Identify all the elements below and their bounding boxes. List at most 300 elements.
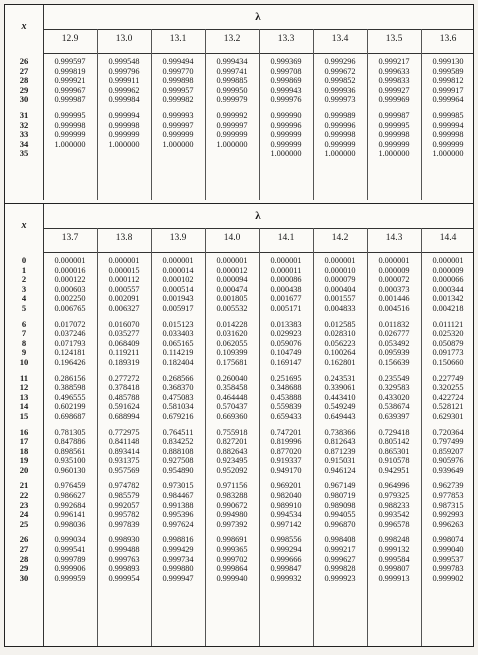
x-value: 32 (19, 119, 29, 130)
table-row (5, 86, 473, 96)
probability-value: 0.999973 (324, 95, 356, 105)
probability-value: 0.348688 (270, 383, 302, 393)
row-groups (5, 57, 473, 165)
probability-value: 0.453888 (270, 392, 302, 402)
probability-value: 0.000072 (378, 275, 410, 285)
probability-value: 0.475083 (162, 392, 194, 402)
x-value: 28 (19, 553, 29, 564)
x-value: 23 (19, 499, 29, 510)
probability-value: 0.919337 (270, 456, 302, 466)
probability-value: 0.006327 (108, 303, 140, 313)
column-header: 13.9 (169, 233, 187, 243)
x-header: x (21, 220, 27, 231)
probability-value: 0.581034 (162, 402, 194, 412)
probability-value: 0.053492 (378, 338, 410, 348)
column-header: 13.5 (385, 34, 403, 44)
probability-value: 0.772975 (108, 427, 140, 437)
column-header-row (43, 29, 473, 54)
probability-value: 1.000000 (324, 149, 356, 159)
probability-value: 0.999957 (162, 85, 194, 95)
probability-value: 0.999993 (162, 110, 194, 120)
table-row (5, 140, 473, 150)
probability-value: 0.012585 (324, 319, 356, 329)
probability-value: 0.998930 (108, 535, 140, 545)
probability-value: 0.999999 (270, 139, 302, 149)
probability-value: 0.999906 (54, 564, 86, 574)
column-header: 13.1 (169, 34, 187, 44)
table-row (5, 535, 473, 545)
probability-value: 0.898561 (54, 446, 86, 456)
x-value: 35 (19, 148, 29, 159)
probability-value: 0.999898 (162, 76, 194, 86)
table-row (5, 520, 473, 530)
table-row (5, 374, 473, 384)
probability-value: 0.999996 (270, 120, 302, 130)
probability-value: 0.983288 (216, 491, 248, 501)
probability-value: 0.949170 (270, 465, 302, 475)
probability-value: 0.999999 (108, 130, 140, 140)
probability-value: 0.995396 (162, 510, 194, 520)
probability-value: 0.841148 (108, 437, 140, 447)
column-header: 14.3 (385, 233, 403, 243)
probability-value: 0.000344 (432, 284, 464, 294)
probability-value: 0.976459 (54, 481, 86, 491)
probability-value: 0.999040 (432, 545, 464, 555)
x-value: 21 (19, 480, 29, 491)
column-header: 13.0 (115, 34, 133, 44)
probability-value: 0.679216 (162, 411, 194, 421)
probability-value: 0.999997 (162, 120, 194, 130)
probability-value: 0.999783 (432, 564, 464, 574)
table-row (5, 437, 473, 447)
row-group (5, 428, 473, 476)
probability-value: 0.999627 (324, 554, 356, 564)
row-group (5, 57, 473, 105)
probability-value: 0.035277 (108, 329, 140, 339)
probability-value: 0.998408 (324, 535, 356, 545)
probability-value: 0.999997 (216, 120, 248, 130)
table-row (5, 285, 473, 295)
row-group (5, 481, 473, 529)
lambda-header: λ (43, 11, 473, 30)
probability-value: 0.162801 (324, 357, 356, 367)
probability-value: 0.999989 (324, 110, 356, 120)
probability-value: 0.104749 (270, 348, 302, 358)
probability-value: 0.910578 (378, 456, 410, 466)
probability-value: 0.998691 (216, 535, 248, 545)
probability-value: 0.923495 (216, 456, 248, 466)
probability-value: 0.649443 (324, 411, 356, 421)
probability-value: 0.169147 (270, 357, 302, 367)
x-value: 16 (19, 426, 29, 437)
row-group (5, 374, 473, 422)
probability-value: 0.980719 (324, 491, 356, 501)
table-row (5, 412, 473, 422)
probability-value: 0.260040 (216, 373, 248, 383)
table-row (5, 76, 473, 86)
probability-value: 0.320255 (432, 383, 464, 393)
probability-value: 0.999869 (270, 76, 302, 86)
probability-value: 0.999217 (378, 57, 410, 66)
table-row (5, 481, 473, 491)
probability-value: 0.268566 (162, 373, 194, 383)
x-value: 2 (21, 274, 27, 285)
x-value: 3 (21, 283, 27, 294)
probability-value: 0.992993 (432, 510, 464, 520)
probability-value: 0.964996 (378, 481, 410, 491)
probability-value: 0.999985 (432, 110, 464, 120)
probability-value: 0.999987 (378, 110, 410, 120)
x-value: 10 (19, 356, 29, 367)
x-value: 9 (21, 347, 27, 358)
probability-value: 0.358458 (216, 383, 248, 393)
table-row (5, 294, 473, 304)
probability-value: 0.999932 (270, 573, 302, 583)
probability-value: 0.939649 (432, 465, 464, 475)
probability-value: 0.997839 (108, 519, 140, 529)
probability-value: 0.004516 (378, 303, 410, 313)
probability-value: 0.000122 (54, 275, 86, 285)
probability-value: 0.915031 (324, 456, 356, 466)
probability-value: 0.992057 (108, 500, 140, 510)
x-value: 20 (19, 464, 29, 475)
probability-value: 0.935100 (54, 456, 86, 466)
probability-value: 0.388598 (54, 383, 86, 393)
table-row (5, 564, 473, 574)
probability-value: 0.764511 (162, 427, 194, 437)
probability-value: 0.000009 (432, 265, 464, 275)
probability-value: 0.999589 (432, 66, 464, 76)
probability-value: 1.000000 (432, 149, 464, 159)
table-row (5, 275, 473, 285)
probability-value: 0.946124 (324, 465, 356, 475)
probability-value: 0.957569 (108, 465, 140, 475)
probability-value: 0.025320 (432, 329, 464, 339)
probability-value: 0.037246 (54, 329, 86, 339)
probability-value: 0.999584 (378, 554, 410, 564)
probability-value: 0.000001 (162, 256, 194, 265)
table-row (5, 329, 473, 339)
probability-value: 0.000112 (108, 275, 140, 285)
table-row (5, 67, 473, 77)
probability-value: 0.999217 (324, 545, 356, 555)
column-header: 13.7 (61, 233, 79, 243)
probability-value: 0.996263 (432, 519, 464, 529)
probability-value: 0.960130 (54, 465, 86, 475)
column-header: 14.0 (223, 233, 241, 243)
probability-value: 0.996141 (54, 510, 86, 520)
probability-value: 0.999943 (270, 85, 302, 95)
x-value: 5 (21, 302, 27, 313)
probability-value: 0.988233 (378, 500, 410, 510)
probability-value: 0.071793 (54, 338, 86, 348)
probability-value: 0.999741 (216, 66, 248, 76)
probability-value: 0.378418 (108, 383, 140, 393)
probability-value: 0.999954 (108, 573, 140, 583)
probability-value: 0.847886 (54, 437, 86, 447)
probability-value: 0.999494 (162, 57, 194, 66)
probability-value: 0.095939 (378, 348, 410, 358)
row-group (5, 320, 473, 368)
bottom-table (5, 203, 473, 646)
probability-value: 0.156639 (378, 357, 410, 367)
probability-value: 0.999429 (162, 545, 194, 555)
probability-value: 0.999998 (378, 130, 410, 140)
probability-value: 0.984467 (162, 491, 194, 501)
probability-value: 0.005917 (162, 303, 194, 313)
table-row (5, 348, 473, 358)
probability-value: 0.000001 (378, 256, 410, 265)
probability-value: 0.005171 (270, 303, 302, 313)
probability-value: 0.999998 (54, 120, 86, 130)
probability-value: 0.339061 (324, 383, 356, 393)
probability-value: 0.999294 (270, 545, 302, 555)
probability-value: 0.962739 (432, 481, 464, 491)
x-value: 15 (19, 410, 29, 421)
x-value: 13 (19, 391, 29, 402)
probability-value: 0.629301 (432, 411, 464, 421)
probability-value: 0.738366 (324, 427, 356, 437)
probability-value: 0.999984 (108, 95, 140, 105)
probability-value: 0.998074 (432, 535, 464, 545)
probability-value: 0.992684 (54, 500, 86, 510)
probability-value: 0.005532 (216, 303, 248, 313)
probability-value: 0.999913 (378, 573, 410, 583)
probability-value: 0.065165 (162, 338, 194, 348)
probability-value: 0.329583 (378, 383, 410, 393)
probability-value: 0.996870 (324, 519, 356, 529)
probability-value: 0.464448 (216, 392, 248, 402)
probability-value: 0.016070 (108, 319, 140, 329)
probability-value: 1.000000 (162, 139, 194, 149)
table-row (5, 383, 473, 393)
probability-value: 0.182404 (162, 357, 194, 367)
probability-value: 0.999999 (162, 130, 194, 140)
probability-value: 0.026777 (378, 329, 410, 339)
probability-value: 0.485788 (108, 392, 140, 402)
table-row (5, 574, 473, 584)
column-header: 14.4 (439, 233, 457, 243)
column-header: 13.6 (439, 34, 457, 44)
probability-value: 0.999541 (54, 545, 86, 555)
table-row (5, 121, 473, 131)
probability-value: 0.000373 (378, 284, 410, 294)
probability-value: 0.999994 (432, 120, 464, 130)
x-value: 28 (19, 75, 29, 86)
probability-value: 0.150660 (432, 357, 464, 367)
x-value: 6 (21, 318, 27, 329)
probability-value: 0.000086 (270, 275, 302, 285)
probability-value: 0.999548 (108, 57, 140, 66)
probability-value: 0.000079 (324, 275, 356, 285)
probability-value: 0.570437 (216, 402, 248, 412)
x-value: 30 (19, 94, 29, 105)
probability-value: 0.999990 (270, 110, 302, 120)
probability-value: 0.999833 (378, 76, 410, 86)
probability-value: 0.993542 (378, 510, 410, 520)
probability-value: 0.999847 (270, 564, 302, 574)
probability-value: 0.999995 (54, 110, 86, 120)
probability-value: 0.905976 (432, 456, 464, 466)
table-row (5, 402, 473, 412)
probability-value: 0.969201 (270, 481, 302, 491)
probability-value: 0.528121 (432, 402, 464, 412)
probability-value: 0.998036 (54, 519, 86, 529)
probability-value: 0.999537 (432, 554, 464, 564)
probability-value: 0.999819 (54, 66, 86, 76)
probability-value: 0.999921 (54, 76, 86, 86)
probability-value: 0.998556 (270, 535, 302, 545)
table-row (5, 501, 473, 511)
x-value: 11 (19, 372, 29, 383)
column-header: 13.2 (223, 34, 241, 44)
probability-value: 0.999964 (432, 95, 464, 105)
probability-value: 0.999369 (270, 57, 302, 66)
probability-value: 0.062055 (216, 338, 248, 348)
probability-value: 0.994980 (216, 510, 248, 520)
probability-value: 0.999434 (216, 57, 248, 66)
probability-value: 0.251695 (270, 373, 302, 383)
probability-value: 0.000010 (324, 265, 356, 275)
probability-value: 0.015123 (162, 319, 194, 329)
probability-value: 0.050879 (432, 338, 464, 348)
probability-value: 0.000001 (216, 256, 248, 265)
x-value: 25 (19, 518, 29, 529)
probability-value: 0.000557 (108, 284, 140, 294)
x-value: 17 (19, 436, 29, 447)
table-row (5, 256, 473, 266)
probability-value: 0.000514 (162, 284, 194, 294)
x-header: x (21, 21, 27, 32)
probability-value: 0.999994 (108, 110, 140, 120)
table-row (5, 130, 473, 140)
probability-value: 0.888108 (162, 446, 194, 456)
probability-value: 0.227749 (432, 373, 464, 383)
probability-value: 0.999885 (216, 76, 248, 86)
lambda-header: λ (43, 210, 473, 229)
probability-value: 0.031620 (216, 329, 248, 339)
probability-value: 0.998816 (162, 535, 194, 545)
probability-value: 0.999488 (108, 545, 140, 555)
probability-value: 0.999666 (270, 554, 302, 564)
probability-value: 0.001805 (216, 294, 248, 304)
probability-value: 0.011121 (432, 319, 464, 329)
probability-value: 0.999979 (216, 95, 248, 105)
probability-value: 0.991388 (162, 500, 194, 510)
column-header: 13.4 (331, 34, 349, 44)
probability-value: 0.000066 (432, 275, 464, 285)
probability-value: 0.001342 (432, 294, 464, 304)
probability-value: 0.977853 (432, 491, 464, 501)
probability-value: 0.997392 (216, 519, 248, 529)
probability-value: 0.000001 (432, 256, 464, 265)
probability-value: 0.496555 (54, 392, 86, 402)
probability-value: 0.000001 (108, 256, 140, 265)
x-value: 0 (21, 255, 27, 265)
probability-value: 0.990672 (216, 500, 248, 510)
probability-value: 0.602199 (54, 402, 86, 412)
probability-value: 0.999996 (324, 120, 356, 130)
probability-value: 0.000014 (162, 265, 194, 275)
probability-value: 0.729418 (378, 427, 410, 437)
probability-value: 0.999734 (162, 554, 194, 564)
x-value: 29 (19, 563, 29, 574)
row-group (5, 111, 473, 159)
x-value: 7 (21, 328, 27, 339)
probability-value: 0.986627 (54, 491, 86, 501)
probability-value: 0.999132 (378, 545, 410, 555)
probability-value: 0.999998 (324, 130, 356, 140)
x-value: 27 (19, 544, 29, 555)
probability-value: 0.999770 (162, 66, 194, 76)
probability-value: 0.999852 (324, 76, 356, 86)
table-row (5, 545, 473, 555)
probability-value: 0.747201 (270, 427, 302, 437)
probability-value: 0.189319 (108, 357, 140, 367)
table-row (5, 555, 473, 565)
probability-value: 0.235549 (378, 373, 410, 383)
table-row (5, 491, 473, 501)
probability-value: 0.559839 (270, 402, 302, 412)
probability-value: 0.698687 (54, 411, 86, 421)
probability-value: 0.952092 (216, 465, 248, 475)
probability-value: 0.000404 (324, 284, 356, 294)
table-row (5, 149, 473, 159)
x-value: 12 (19, 382, 29, 393)
probability-value: 0.999923 (324, 573, 356, 583)
row-group (5, 256, 473, 314)
x-value: 14 (19, 401, 29, 412)
probability-value: 0.999828 (324, 564, 356, 574)
column-header: 14.1 (277, 233, 295, 243)
probability-value: 0.720364 (432, 427, 464, 437)
probability-value: 0.014228 (216, 319, 248, 329)
probability-value: 0.100264 (324, 348, 356, 358)
probability-value: 0.001446 (378, 294, 410, 304)
table-page (4, 4, 474, 647)
probability-value: 0.927508 (162, 456, 194, 466)
probability-value: 0.013383 (270, 319, 302, 329)
probability-value: 0.987315 (432, 500, 464, 510)
table-row (5, 320, 473, 330)
column-header: 12.9 (61, 34, 79, 44)
probability-value: 0.996578 (378, 519, 410, 529)
probability-value: 0.999864 (216, 564, 248, 574)
probability-value: 0.006765 (54, 303, 86, 313)
probability-value: 0.999708 (270, 66, 302, 76)
probability-value: 0.999940 (216, 573, 248, 583)
probability-value: 0.068409 (108, 338, 140, 348)
table-row (5, 57, 473, 67)
probability-value: 0.781305 (54, 427, 86, 437)
probability-value: 0.971156 (216, 481, 248, 491)
probability-value: 0.982040 (270, 491, 302, 501)
probability-value: 0.999950 (216, 85, 248, 95)
probability-value: 0.000009 (378, 265, 410, 275)
probability-value: 0.931375 (108, 456, 140, 466)
probability-value: 0.196426 (54, 357, 86, 367)
probability-value: 0.002091 (108, 294, 140, 304)
probability-value: 0.999999 (432, 139, 464, 149)
probability-value: 0.859207 (432, 446, 464, 456)
x-value: 22 (19, 490, 29, 501)
table-row (5, 393, 473, 403)
probability-value: 0.999995 (378, 120, 410, 130)
probability-value: 0.877020 (270, 446, 302, 456)
probability-value: 0.443410 (324, 392, 356, 402)
table-row (5, 456, 473, 466)
probability-value: 0.942951 (378, 465, 410, 475)
